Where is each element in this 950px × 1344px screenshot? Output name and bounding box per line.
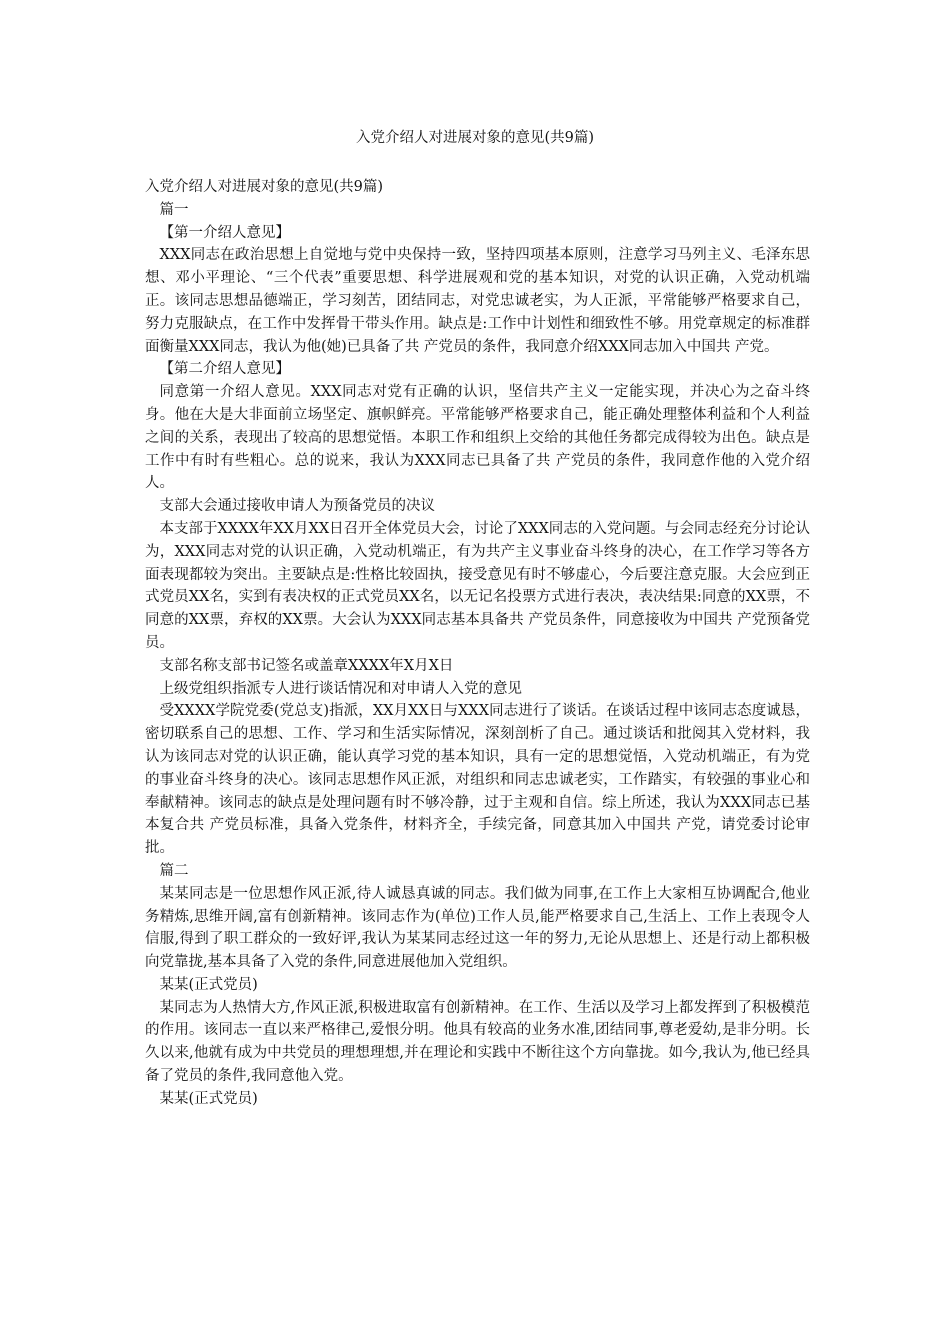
subheading-branch-resolution: 支部大会通过接收申请人为预备党员的决议 xyxy=(159,498,435,515)
paragraph-subtitle: 入党介绍人对进展对象的意见(共9篇) xyxy=(145,179,384,195)
paragraph: 受XXXX学院党委(党总支)指派，XX月XX日与XXX同志进行了谈话。在谈话过程中该同志态度诚恳，密切联系自己的思想、工作、学习和生活实际情况，深刻剖析了自己。通过谈话和批阅其入党材料，我认为该同志对党的认识正确，能认真学习党的基本知识，具有一定的思想觉悟，入党动机端正，有为党的事业奋斗终身的决心。该同志思想作风正派，对组织和同志忠诚老实，工作踏实，有较强的事业心和奉献精神。该同志的缺点是处理问题有时不够冷静，过于主观和自信。综上所述，我认为XXX同志已基本复合共 产党员标准，具备入党条件，材料齐全，手续完备，同意其加入中国共 产党，请党委讨论审批。 xyxy=(145,703,810,857)
section-heading-2: 篇二 xyxy=(159,862,189,879)
paragraph: 本支部于XXXX年XX月XX日召开全体党员大会，讨论了XXX同志的入党问题。与会同志经充分讨论认为，XXX同志对党的认识正确，入党动机端正，有为共产主义事业奋斗终身的决心，在工作学习等各方面表现都较为突出。主要缺点是:性格比较固执，接受意见有时不够虚心，今后要注意克服。大会应到正式党员XX名，实到有表决权的正式党员XX名，以无记名投票方式进行表决，表决结果:同意的XX票，不同意的XX票，弃权的XX票。大会认为XXX同志基本具备共 产党员条件，同意接收为中国共 产党预备党员。 xyxy=(145,520,810,651)
paragraph: 某某同志是一位思想作风正派,待人诚恳真诚的同志。我们做为同事,在工作上大家相互协调配合,他业务精炼,思维开阔,富有创新精神。该同志作为(单位)工作人员,能严格要求自己,生活上、工作上表现令人信服,得到了职工群众的一致好评,我认为某某同志经过这一年的努力,无论从思想上、还是行动上都积极向党靠拢,基本具备了入党的条件,同意进展他加入党组织。 xyxy=(145,885,810,971)
section-heading-1: 篇一 xyxy=(159,201,189,218)
paragraph: XXX同志在政治思想上自觉地与党中央保持一致，坚持四项基本原则，注意学习马列主义、毛泽东思想、邓小平理论、“三个代表”重要思想、科学进展观和党的基本知识，对党的认识正确，入党动机端正。该同志思想品德端正，学习刻苦，团结同志，对党忠诚老实，为人正派，平常能够严格要求自己，努力克服缺点，在工作中发挥骨干带头作用。缺点是:工作中计划性和细致性不够。用党章规定的标准群面衡量XXX同志，我认为他(她)已具备了共 产党员的条件，我同意介绍XXX同志加入中国共 产党。 xyxy=(145,247,810,355)
signer-line: 某某(正式党员) xyxy=(159,976,258,993)
subheading-second-introducer: 【第二介绍人意见】 xyxy=(159,361,290,378)
signer-line: 某某(正式党员) xyxy=(159,1090,258,1107)
subheading-first-introducer: 【第一介绍人意见】 xyxy=(159,224,290,241)
document-body xyxy=(145,176,810,1111)
paragraph: 某同志为人热情大方,作风正派,积极进取富有创新精神。在工作、生活以及学习上都发挥到了积极模范的作用。该同志一直以来严格律己,爱恨分明。他具有较高的业务水准,团结同事,尊老爱幼,是非分明。长久以来,他就有成为中共党员的理想理想,并在理论和实践中不断往这个方向靠拢。如今,我认为,他已经具备了党员的条件,我同意他入党。 xyxy=(145,999,810,1085)
paragraph: 同意第一介绍人意见。XXX同志对党有正确的认识，坚信共产主义一定能实现，并决心为之奋斗终身。他在大是大非面前立场坚定、旗帜鲜亮。平常能够严格要求自己，能正确处理整体利益和个人利益之间的关系，表现出了较高的思想觉悟。本职工作和组织上交给的其他任务都完成得较为出色。缺点是工作中有时有些粗心。总的说来，我认为XXX同志已具备了共 产党员的条件，我同意作他的入党介绍人。 xyxy=(145,384,810,492)
signature-line: 支部名称支部书记签名或盖章XXXX年X月X日 xyxy=(159,657,454,674)
subheading-superior-opinion: 上级党组织指派专人进行谈话情况和对申请人入党的意见 xyxy=(159,680,522,697)
document-title: 入党介绍人对进展对象的意见(共9篇) xyxy=(355,130,595,146)
